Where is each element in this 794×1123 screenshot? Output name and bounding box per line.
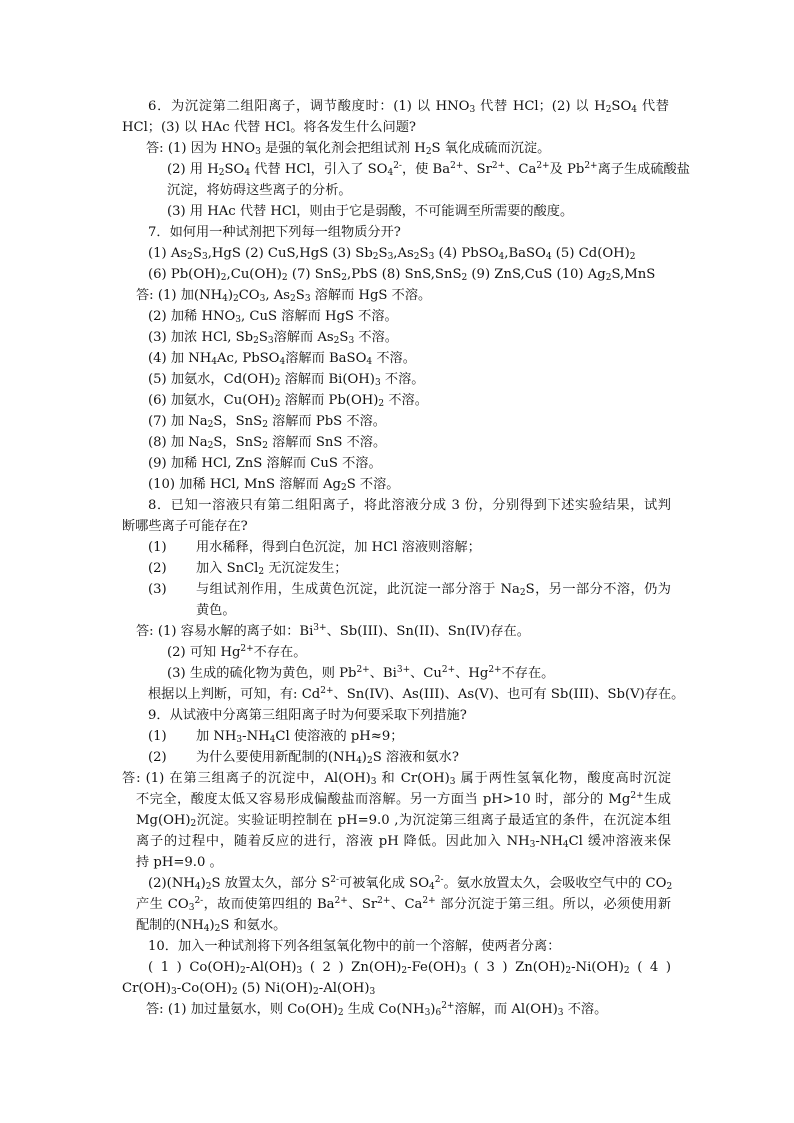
q6-answer-1: 答: (1) 因为 $HNO_3$ 是强的氧化剂会把组试剂 $H_2S$ 氧化成硫而沉淀。 bbox=[146, 141, 551, 157]
q6-answer-3: 沉淀，将妨碍这些离子的分析。 bbox=[167, 183, 352, 198]
q9-answer-1: 答: (1) 在第三组离子的沉淀中，$Al(OH)_3$ 和 $Cr(OH)_3$ 属于两性氢氧化物，酸度高时沉淀 bbox=[122, 771, 671, 787]
q8-answer-1: 答: (1) 容易水解的离子如：$Bi^{3+}$、Sb(III)、Sn(II)、Sn(IV)存在。 bbox=[136, 623, 530, 639]
q9-answer-7: 产生 $CO_3^{2-}$，故而使第四组的 $Ba^{2+}$、$Sr^{2+}$、$Ca^{2+}$ 部分沉淀于第三组。所以，必须使用新 bbox=[136, 896, 672, 913]
q7-answer-10: (10) 加稀 HCl, MnS 溶解而 $Ag_2S$ 不溶。 bbox=[148, 477, 400, 493]
q7-answer-2: (2) 加稀 $HNO_3$, CuS 溶解而 HgS 不溶。 bbox=[148, 309, 398, 325]
q8-item-1: 用水稀释，得到白色沉淀，加 HCl 溶液则溶解； bbox=[196, 540, 481, 555]
q9-answer-2: 不完全，酸度太低又容易形成偏酸盐而溶解。另一方面当 pH>10 时，部分的 $Mg^{2+}$生成 bbox=[136, 791, 671, 807]
q7-answer-9: (9) 加稀 HCl, ZnS 溶解而 CuS 不溶。 bbox=[148, 456, 382, 471]
q10-line-3: $Cr(OH)_3-Co(OH)_2$ (5) $Ni(OH)_2-Al(OH)_3$ bbox=[122, 981, 376, 997]
q8-item-2: 加入 SnCl$_2$ 无沉淀发生； bbox=[196, 561, 348, 577]
q6-line-2: HCl；(3) 以 HAc 代替 HCl。将各发生什么问题? bbox=[122, 120, 416, 135]
q8-answer-2: (2) 可知 $Hg^{2+}$不存在。 bbox=[167, 644, 307, 660]
q9-item-1: 加 $NH_3-NH_4Cl$ 使溶液的 pH≈9； bbox=[196, 729, 404, 745]
q7-answer-3: (3) 加浓 HCl, $Sb_2S_3$溶解而 $As_2S_3$ 不溶。 bbox=[148, 330, 398, 346]
q8-item-2-number: (2) bbox=[148, 561, 167, 576]
q7-line-2: (1) $As_2S_3,HgS$ (2) CuS,HgS (3) $Sb_2S_3,As_2S_3$ (4) PbSO$_4$,BaSO$_4$ (5) $Cd(OH)_2$ bbox=[148, 246, 636, 262]
q7-line-1: 7．如何用一种试剂把下列每一组物质分开? bbox=[148, 225, 401, 240]
q7-answer-1: 答: (1) 加$(NH_4)_2CO_3$, $As_2S_3$ 溶解而 HgS 不溶。 bbox=[136, 288, 432, 304]
q7-answer-7: (7) 加 $Na_2S$，SnS$_2$ 溶解而 PbS 不溶。 bbox=[148, 414, 386, 430]
q9-answer-6: $(2)(NH_4)_2S$ 放置太久，部分 $S^{2-}$可被氧化成 $SO_4^{2-}$。氨水放置太久，会吸收空气中的 $CO_2$ bbox=[148, 875, 673, 892]
q7-answer-8: (8) 加 $Na_2S$，SnS$_2$ 溶解而 SnS 不溶。 bbox=[148, 435, 387, 451]
q9-line-1: 9．从试液中分离第三组阳离子时为何要采取下列措施? bbox=[148, 708, 467, 723]
q8-item-3-cont: 黄色。 bbox=[196, 603, 236, 618]
q8-line-2: 断哪些离子可能存在? bbox=[122, 519, 248, 534]
q8-line-1: 8．已知一溶液只有第二组阳离子，将此溶液分成 3 份，分别得到下述实验结果，试判 bbox=[148, 498, 671, 513]
q9-answer-3: $Mg(OH)_2$沉淀。实验证明控制在 pH=9.0 ,为沉淀第三组离子最适宜的条件，在沉淀本组 bbox=[136, 813, 671, 829]
q7-answer-4: (4) 加 $NH_4Ac$, PbSO$_4$溶解而 BaSO$_4$ 不溶。 bbox=[148, 351, 416, 367]
q9-answer-4: 离子的过程中，随着反应的进行，溶液 pH 降低。因此加入 $NH_3-NH_4Cl$ 缓冲溶液来保 bbox=[136, 834, 671, 850]
q6-answer-2: (2) 用 $H_2SO_4$ 代替 HCl，引入了 $SO_4^{2-}$，使 $Ba^{2+}$、$Sr^{2+}$、$Ca^{2+}$及 $Pb^{2+}$离子生成硫酸盐 bbox=[167, 161, 690, 178]
q8-item-3: 与组试剂作用，生成黄色沉淀，此沉淀一部分溶于 $Na_2S$，另一部分不溶，仍为 bbox=[196, 582, 671, 598]
q7-answer-6: (6) 加氨水，$Cu(OH)_2$ 溶解而 $Pb(OH)_2$ 不溶。 bbox=[148, 393, 428, 409]
q9-answer-5: 持 pH=9.0 。 bbox=[136, 855, 223, 870]
q10-line-1: 10．加入一种试剂将下列各组氢氧化物中的前一个溶解，使两者分离： bbox=[148, 939, 561, 954]
q6-answer-4: (3) 用 HAc 代替 HCl，则由于它是弱酸，不可能调至所需要的酸度。 bbox=[167, 204, 574, 219]
q9-item-1-number: (1) bbox=[148, 729, 167, 744]
q7-line-3: (6) $Pb(OH)_2,Cu(OH)_2$ (7) SnS$_2$,PbS (8) SnS,SnS$_2$ (9) ZnS,CuS (10) $Ag_2S,MnS$ bbox=[148, 267, 656, 283]
q6-line-1: 6．为沉淀第二组阳离子，调节酸度时：(1) 以 $HNO_3$ 代替 HCl；(2) 以 $H_2SO_4$ 代替 bbox=[148, 99, 669, 115]
q10-line-2: ( 1 ) $Co(OH)_2-Al(OH)_3$ ( 2 ) $Zn(OH)_2-Fe(OH)_3$ ( 3 ) $Zn(OH)_2-Ni(OH)_2$ ( 4 ) bbox=[148, 960, 671, 976]
q9-item-2: 为什么要使用新配制的$(NH_4)_2S$ 溶液和氨水? bbox=[196, 750, 459, 766]
q9-item-2-number: (2) bbox=[148, 750, 167, 765]
q9-answer-8: 配制的$(NH_4)_2S$ 和氨水。 bbox=[136, 918, 287, 934]
q7-answer-5: (5) 加氨水，$Cd(OH)_2$ 溶解而 $Bi(OH)_3$ 不溶。 bbox=[148, 372, 425, 388]
q8-item-1-number: (1) bbox=[148, 540, 167, 555]
q8-answer-4: 根据以上判断，可知，有: $Cd^{2+}$、Sn(IV)、As(III)、As(V)、也可有 Sb(III)、Sb(V)存在。 bbox=[148, 686, 685, 702]
q10-answer-1: 答: (1) 加过量氨水，则 $Co(OH)_2$ 生成 $Co(NH_3)_6^{2+}$溶解，而 $Al(OH)_3$ 不溶。 bbox=[146, 1001, 608, 1018]
q8-item-3-number: (3) bbox=[148, 582, 167, 597]
q8-answer-3: (3) 生成的硫化物为黄色，则 $Pb^{2+}$、$Bi^{3+}$、$Cu^{2+}$、$Hg^{2+}$不存在。 bbox=[167, 665, 555, 681]
